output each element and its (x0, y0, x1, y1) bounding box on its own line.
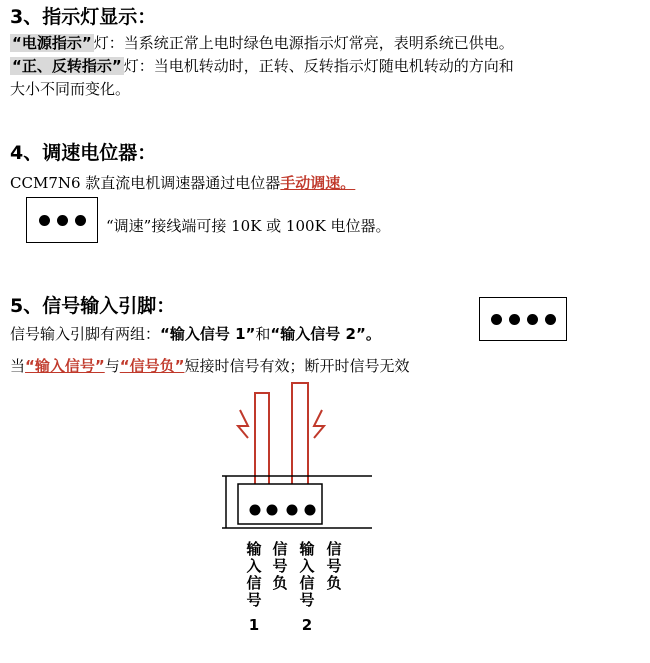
direction-indicator-text: 灯：当电机转动时，正转、反转指示灯随电机转动的方向和 (123, 57, 514, 75)
direction-indicator-text-cont: 大小不同而变化。 (10, 80, 131, 98)
and-text: 和 (255, 325, 271, 343)
potentiometer-text: CCM7N6 款直流电机调速器通过电位器 (10, 174, 281, 192)
signal-pins-text: 信号输入引脚有两组： (10, 325, 161, 343)
manual-speed-highlight: 手动调速。 (280, 174, 356, 192)
switch-right-contact (314, 410, 324, 438)
signal-negative-highlight: “信号负” (119, 357, 185, 375)
pin-label-input-1: 输入信号 (246, 540, 262, 609)
condition-text: 短接时信号有效；断开时信号无效 (184, 357, 410, 375)
switch-left-contact (238, 410, 248, 438)
pin-number-1: 1 (248, 616, 260, 634)
when-text: 当 (10, 357, 26, 375)
speed-terminal-desc: “调速”接线端可接 10K 或 100K 电位器。 (106, 217, 391, 235)
section-3-title: 3、指示灯显示： (10, 6, 157, 28)
terminal-board (222, 476, 372, 528)
pin-label-negative-1: 信号负 (272, 540, 288, 592)
section-5-title: 5、信号输入引脚： (10, 295, 176, 317)
pin-label-negative-2: 信号负 (326, 540, 342, 592)
with-text: 与 (104, 357, 120, 375)
input-signal-highlight: “输入信号” (25, 357, 105, 375)
power-indicator-tag: “电源指示” (12, 34, 92, 52)
section-4-title: 4、调速电位器： (10, 142, 157, 164)
pin-number-2: 2 (301, 616, 313, 634)
input-signal-2-label: “输入信号 2” (270, 325, 366, 343)
pin-label-input-2: 输入信号 (299, 540, 315, 609)
direction-indicator-tag: “正、反转指示” (12, 57, 122, 75)
input-signal-1-label: “输入信号 1” (160, 325, 256, 343)
period-text: 。 (365, 325, 381, 343)
power-indicator-text: 灯：当系统正常上电时绿色电源指示灯常亮，表明系统已供电。 (93, 34, 514, 52)
